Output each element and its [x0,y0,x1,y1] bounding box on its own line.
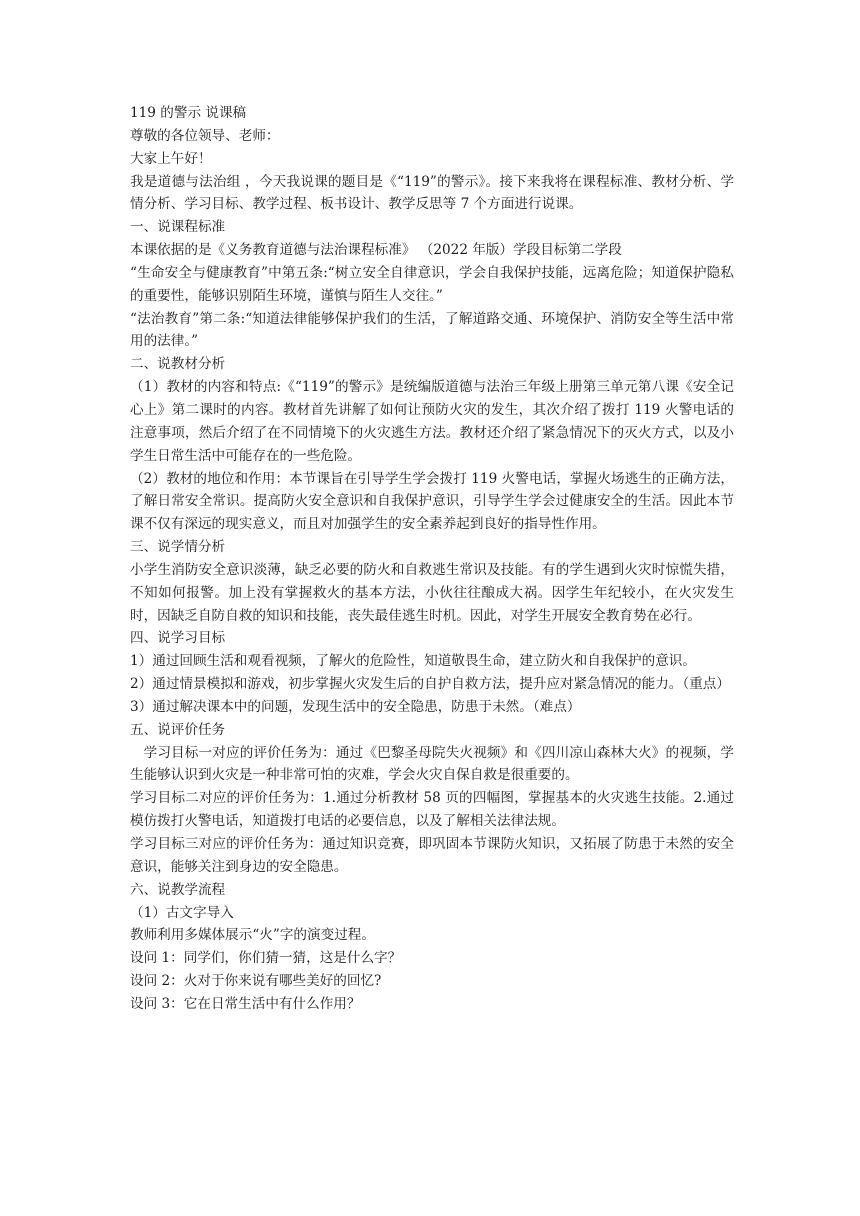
paragraph: 学习目标一对应的评价任务为：通过《巴黎圣母院失火视频》和《四川凉山森林大火》的视频，学生能够认识到火灾是一种非常可怕的灾难，学会火灾自保自救是很重要的。 [130,744,734,784]
document-title: 119 的警示 说课稿 [130,105,247,121]
document-body [130,102,734,1016]
paragraph: 本课依据的是《义务教育道德与法治课程标准》 （2022 年版）学段目标第二学段 [130,242,622,259]
intro-paragraph: 我是道德与法治组 ，今天我说课的题目是《“119”的警示》。接下来我将在课程标准、教材分析、学情分析、学习目标、教学过程、板书设计、教学反思等 7 个方面进行说课。 [130,173,734,213]
hello: 大家上午好！ [130,150,212,167]
paragraph: 学习目标二对应的评价任务为：1.通过分析教材 58 页的四幅图，掌握基本的火灾逃生技能。2.通过模仿拨打火警电话，知道拨打电话的必要信息，以及了解相关法律法规。 [130,790,734,830]
greeting: 尊敬的各位领导、老师： [130,127,280,144]
section-heading-goals: 四、说学习目标 [130,630,226,647]
paragraph: 设问 2：火对于你来说有哪些美好的回忆? [130,973,382,990]
paragraph: 2）通过情景模拟和游戏，初步掌握火灾发生后的自护自救方法，提升应对紧急情况的能力。（重点） [130,676,730,693]
paragraph: 小学生消防安全意识淡薄，缺乏必要的防火和自救逃生常识及技能。有的学生遇到火灾时惊慌失措，不知如何报警。加上没有掌握救火的基本方法，小伙往往酿成大祸。因学生年纪较小，在火灾发生时，因缺乏自防自救的知识和技能，丧失最佳逃生时机。因此，对学生开展安全教育势在必行。 [130,561,734,624]
section-heading-process: 六、说教学流程 [130,881,226,898]
paragraph: （1）教材的内容和特点:《“119”的警示》是统编版道德与法治三年级上册第三单元第八课《安全记心上》第二课时的内容。教材首先讲解了如何让预防火灾的发生，其次介绍了拨打 119 火警电话的注意事项，然后介绍了在不同情境下的火灾逃生方法。教材还介绍了紧急情况下的灭火方式，以及小学生日常生活中可能存在的一些危险。 [130,379,734,464]
paragraph: （1）古文字导入 [130,904,234,921]
section-heading-students: 三、说学情分析 [130,539,226,556]
paragraph: “生命安全与健康教育”中第五条:“树立安全自律意识，学会自我保护技能，远离危险；知道保护隐私的重要性，能够识别陌生环境，谨慎与陌生人交往。” [130,264,734,304]
paragraph: 设问 3：它在日常生活中有什么作用？ [130,995,361,1012]
section-heading-textbook: 二、说教材分析 [130,356,226,373]
paragraph: 1）通过回顾生活和观看视频，了解火的危险性，知道敬畏生命，建立防火和自我保护的意识。 [130,653,696,670]
paragraph: “法治教育”第二条:“知道法律能够保护我们的生活，了解道路交通、环境保护、消防安全等生活中常用的法律。” [130,310,734,350]
paragraph: 学习目标三对应的评价任务为：通过知识竞赛，即巩固本节课防火知识，又拓展了防患于未然的安全意识，能够关注到身边的安全隐患。 [130,836,734,875]
paragraph: 设问 1：同学们，你们猜一猜，这是什么字？ [130,950,402,967]
section-heading-evaluation: 五、说评价任务 [130,721,226,738]
paragraph: 3）通过解决课本中的问题，发现生活中的安全隐患，防患于未然。（难点） [130,698,581,715]
section-heading-curriculum: 一、说课程标准 [130,219,226,236]
paragraph: （2）教材的地位和作用：本节课旨在引导学生学会拨打 119 火警电话，掌握火场逃生的正确方法，了解日常安全常识。提高防火安全意识和自我保护意识，引导学生学会过健康安全的生活。因此本节课不仅有深远的现实意义，而且对加强学生的安全素养起到良好的指导性作用。 [130,470,734,533]
paragraph: 教师利用多媒体展示“火”字的演变过程。 [130,927,375,944]
